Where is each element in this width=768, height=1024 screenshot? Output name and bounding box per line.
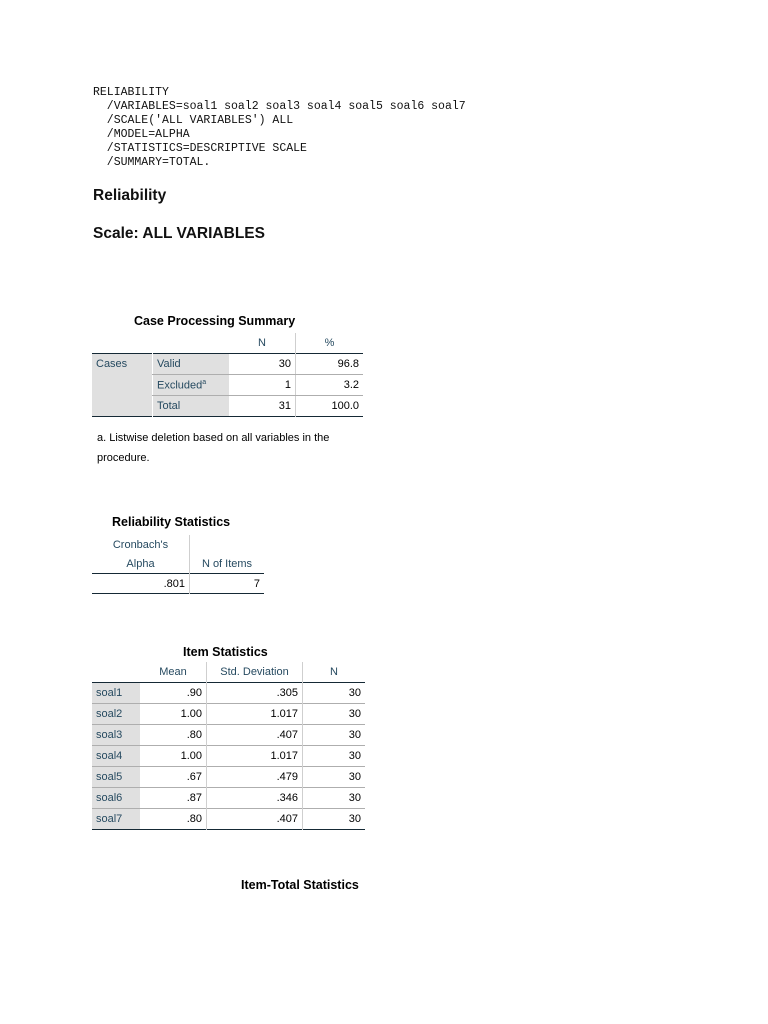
item-label: soal3 [92,725,140,746]
item-mean: 1.00 [140,704,207,725]
col-header-n: N [330,666,338,678]
item-n: 30 [348,708,361,720]
col-header-alpha-line2: Alpha [92,554,190,574]
syntax-block [93,86,466,170]
item-total-statistics-title: Item-Total Statistics [241,878,359,892]
item-mean: .87 [140,788,207,809]
col-header-std-deviation: Std. Deviation [207,662,303,683]
col-header-n-items: N of Items [201,557,253,570]
item-label: soal1 [92,683,140,704]
item-label: soal2 [92,704,140,725]
table-row [92,767,365,788]
item-sd: .407 [207,725,303,746]
item-mean: .80 [140,725,207,746]
row-label-total: Total [153,396,230,417]
total-n: 31 [229,396,296,417]
syntax-line: /SUMMARY=TOTAL. [93,156,211,169]
syntax-line: /SCALE('ALL VARIABLES') ALL [93,114,294,127]
item-sd: .407 [207,809,303,830]
item-mean: .67 [140,767,207,788]
reliability-statistics-title: Reliability Statistics [112,515,231,529]
item-label: soal6 [92,788,140,809]
item-n: 30 [348,813,361,825]
valid-pct: 96.8 [296,354,364,375]
item-label: soal4 [92,746,140,767]
item-sd: .479 [207,767,303,788]
item-sd: .305 [207,683,303,704]
syntax-line: /MODEL=ALPHA [93,128,190,141]
item-statistics-table [92,662,365,830]
item-n: 30 [348,687,361,699]
valid-n: 30 [229,354,296,375]
total-pct: 100.0 [331,400,359,412]
reliability-statistics-table [92,535,264,594]
cases-group-label: Cases [92,354,153,375]
case-processing-footnote: a. Listwise deletion based on all variables in the procedure. [97,432,330,464]
cronbach-alpha-value: .801 [92,574,190,594]
item-label: soal5 [92,767,140,788]
table-row [92,725,365,746]
excluded-pct: 3.2 [296,375,364,396]
item-n: 30 [348,792,361,804]
table-row [92,746,365,767]
case-processing-title: Case Processing Summary [134,314,296,328]
col-header-n: N [229,333,296,354]
case-processing-table [92,333,363,417]
item-mean: .90 [140,683,207,704]
item-mean: .80 [140,809,207,830]
item-sd: 1.017 [207,746,303,767]
table-row [92,788,365,809]
item-statistics-title: Item Statistics [183,645,268,659]
syntax-line: /VARIABLES=soal1 soal2 soal3 soal4 soal5 soal6 soal7 [93,100,466,113]
col-header-pct: % [324,337,335,349]
table-row [92,704,365,725]
item-mean: 1.00 [140,746,207,767]
scale-heading: Scale: ALL VARIABLES [93,225,265,242]
table-row [92,809,365,830]
item-sd: 1.017 [207,704,303,725]
item-n: 30 [348,750,361,762]
item-n: 30 [348,729,361,741]
row-label-valid: Valid [153,354,230,375]
n-items-value: 7 [253,577,260,590]
col-header-alpha-line1: Cronbach's [92,535,190,554]
excluded-n: 1 [229,375,296,396]
footnote-marker: a [202,378,207,386]
item-n: 30 [348,771,361,783]
syntax-line: RELIABILITY [93,86,169,99]
syntax-line: /STATISTICS=DESCRIPTIVE SCALE [93,142,307,155]
table-row [92,683,365,704]
row-label-excluded: Excluded$^a$ [153,375,230,396]
item-sd: .346 [207,788,303,809]
reliability-heading: Reliability [93,187,167,204]
col-header-mean: Mean [140,662,207,683]
item-label: soal7 [92,809,140,830]
